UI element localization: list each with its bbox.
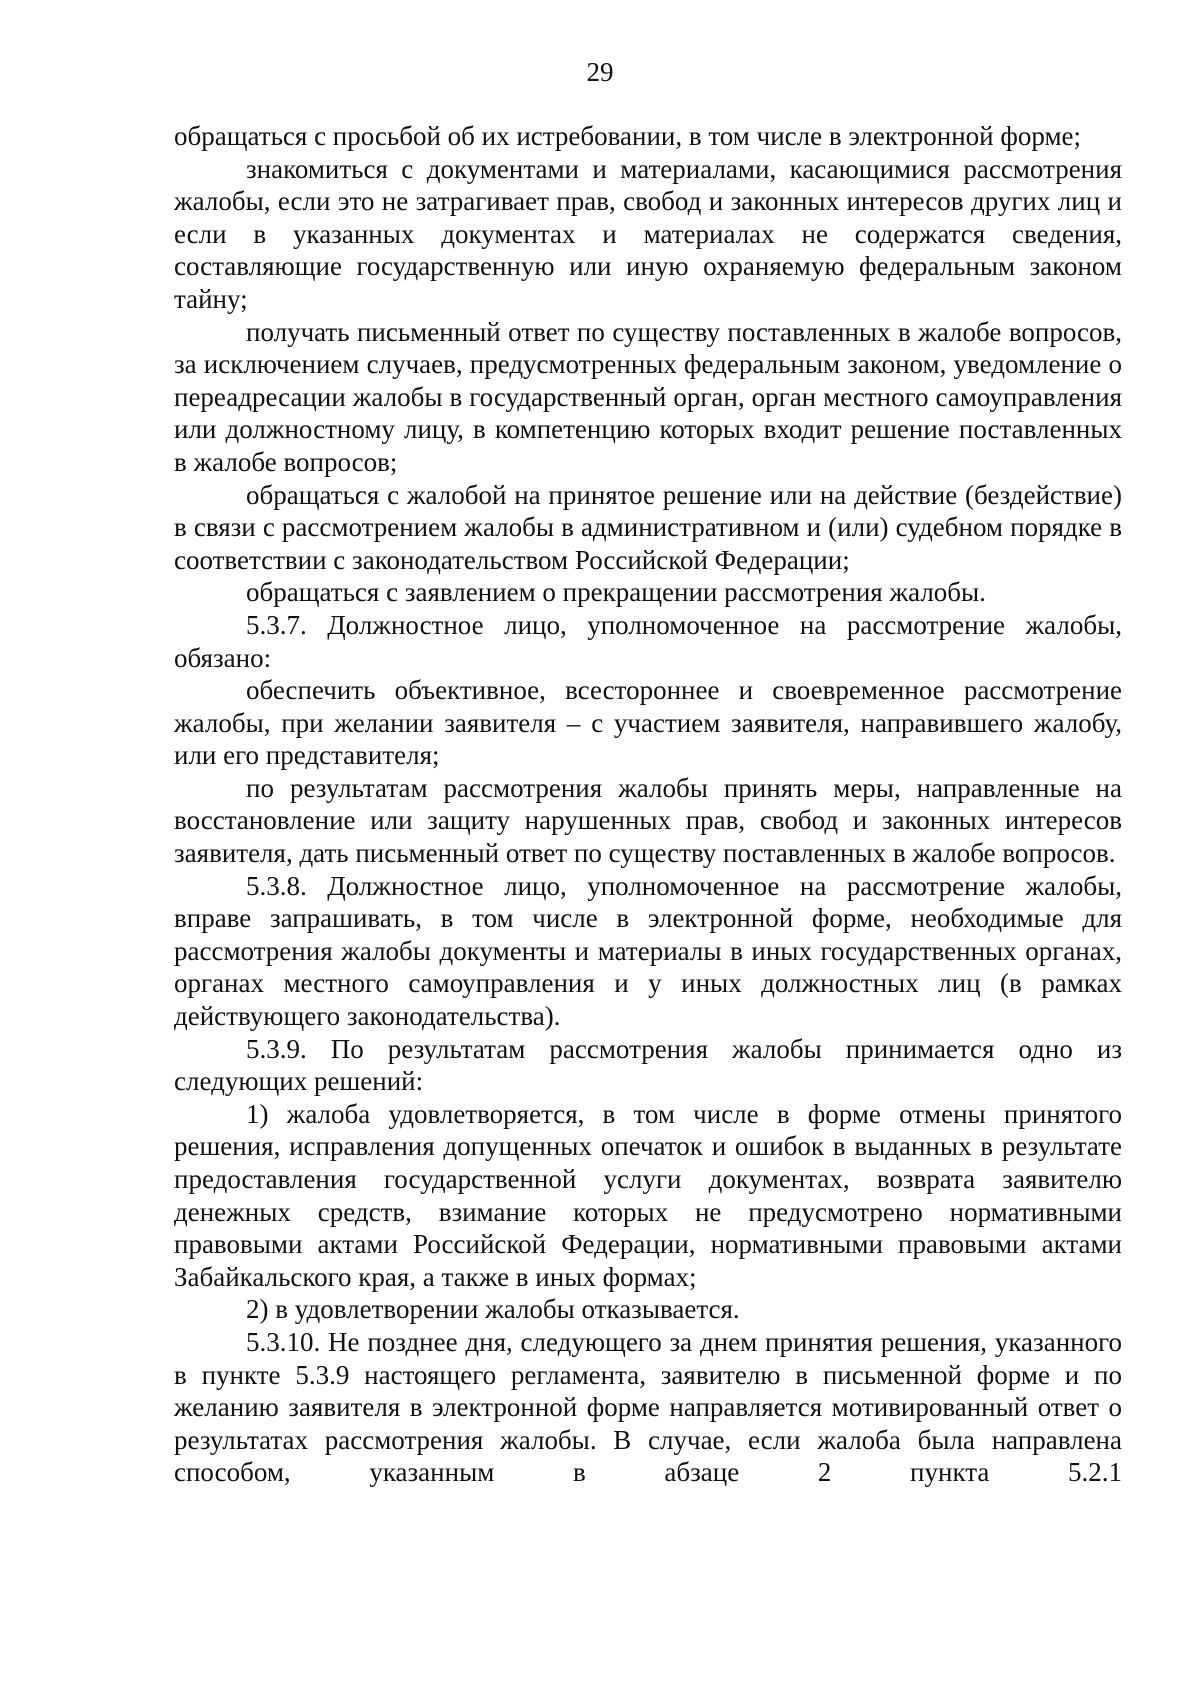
document-body (174, 120, 1122, 1489)
paragraph-12: 2) в удовлетворении жалобы отказывается. (246, 1294, 740, 1325)
paragraph-6: 5.3.7. Должностное лицо, уполномоченное на рассмотрение жалобы, обязано: (174, 609, 1122, 673)
paragraph-1: обращаться с просьбой об их истребовании, в том числе в электронной форме; (174, 121, 1082, 151)
paragraph-2: знакомиться с документами и материалами, касающимися рассмотрения жалобы, если это не затрагивает прав, свобод и законных интересов других лиц и если в указанных документах и материалах не содержатся сведения, составляющие государственную или иную охраняемую федеральным законом тайну; (174, 153, 1122, 314)
paragraph-8: по результатам рассмотрения жалобы принять меры, направленные на восстановление или защиту нарушенных прав, свобод и законных интересов заявителя, дать письменный ответ по существу поставленных в жалобе вопросов. (174, 772, 1122, 869)
paragraph-10: 5.3.9. По результатам рассмотрения жалобы принимается одно из следующих решений: (174, 1033, 1122, 1097)
paragraph-7: обеспечить объективное, всестороннее и своевременное рассмотрение жалобы, при желании заявителя – с участием заявителя, направившего жалобу, или его представителя; (174, 675, 1122, 771)
paragraph-13: 5.3.10. Не позднее дня, следующего за днем принятия решения, указанного в пункте 5.3.9 настоящего регламента, заявителю в письменной форме и по желанию заявителя в электронной форме направляется мотивированный ответ о результатах рассмотрения жалобы. В случае, если жалоба была направлена способом, указанным в абзаце 2 пункта 5.2.1 (174, 1326, 1122, 1488)
paragraph-9: 5.3.8. Должностное лицо, уполномоченное на рассмотрение жалобы, вправе запрашивать, в том числе в электронной форме, необходимые для рассмотрения жалобы документы и материалы в иных государственных органах, органах местного самоуправления и у иных должностных лиц (в рамках действующего законодательства). (174, 870, 1122, 1032)
paragraph-4: обращаться с жалобой на принятое решение или на действие (бездействие) в связи с рассмотрением жалобы в административном и (или) судебном порядке в соответствии с законодательством Российской Федерации; (174, 479, 1122, 575)
paragraph-5: обращаться с заявлением о прекращении рассмотрения жалобы. (246, 577, 986, 608)
paragraph-11: 1) жалоба удовлетворяется, в том числе в форме отмены принятого решения, исправления допущенных опечаток и ошибок в выданных в результате предоставления государственной услуги документах, возврата заявителю денежных средств, взимание которых не предусмотрено нормативными правовыми актами Российской Федерации, нормативными правовыми актами Забайкальского края, а также в иных формах; (174, 1098, 1122, 1292)
paragraph-3: получать письменный ответ по существу поставленных в жалобе вопросов, за исключением случаев, предусмотренных федеральным законом, уведомление о переадресации жалобы в государственный орган, орган местного самоуправления или должностному лицу, в компетенцию которых входит решение поставленных в жалобе вопросов; (174, 316, 1122, 477)
page-number: 29 (586, 57, 614, 87)
